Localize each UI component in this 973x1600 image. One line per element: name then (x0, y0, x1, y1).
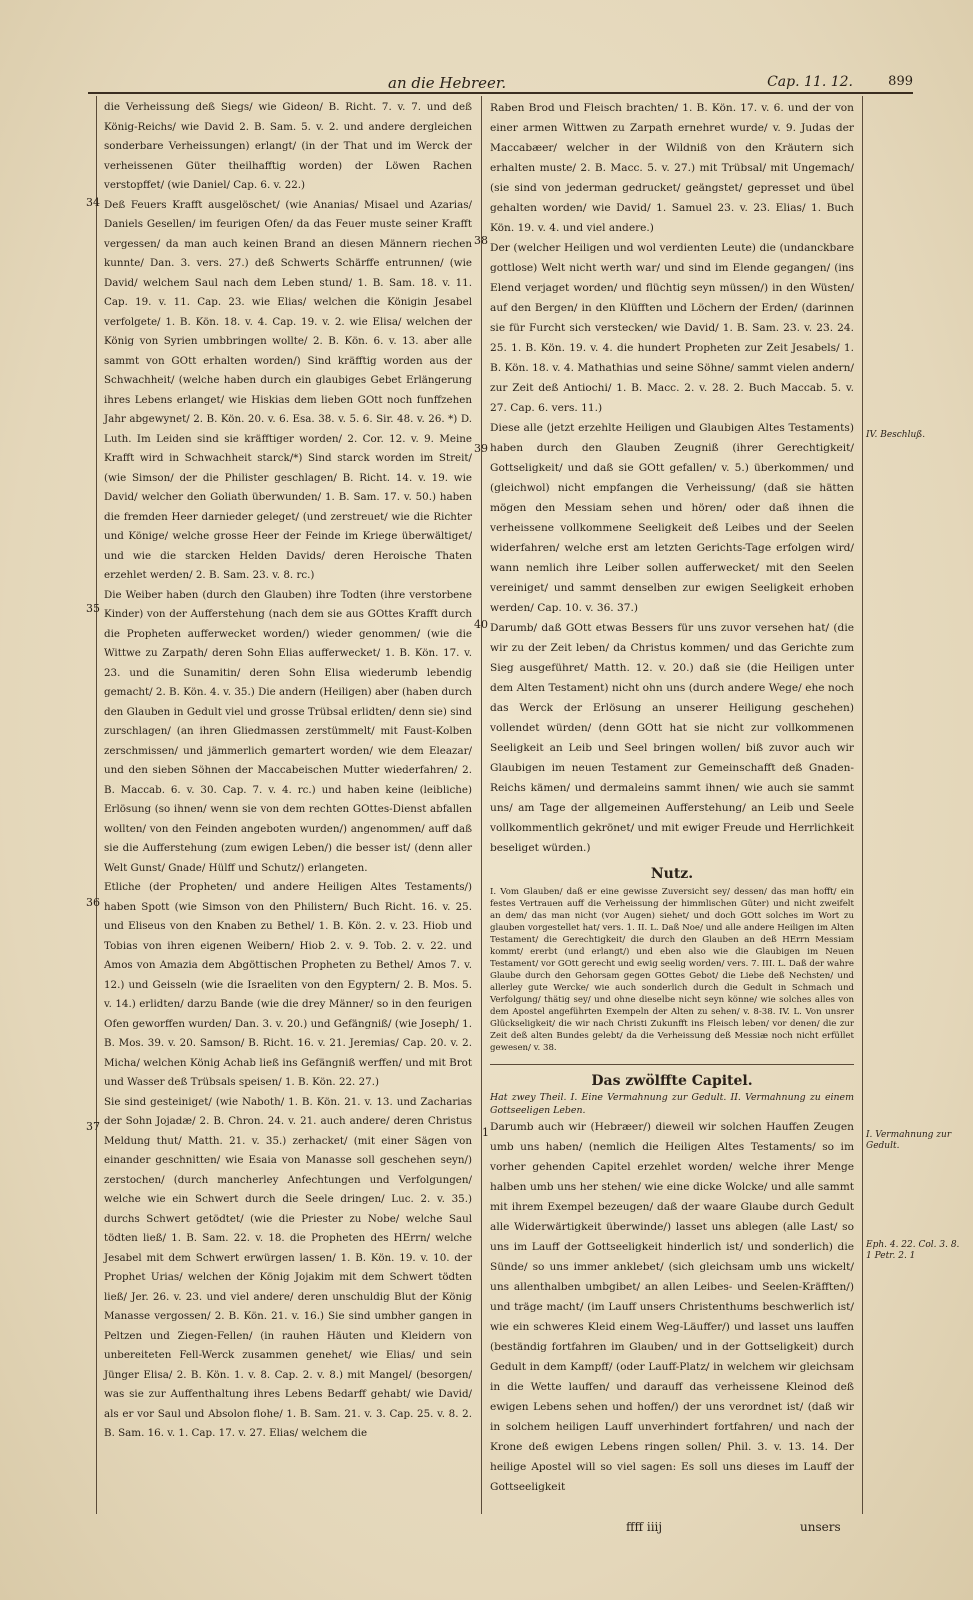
nutz-text: I. Vom Glauben/ daß er eine gewisse Zuversicht sey/ dessen/ das man hofft/ ein festes Vertrauen auff die Verheissung der himmlischen Güter) und nicht zweifelt an dem/ das man nicht (vor Augen) siehet/ und doch GOtt solches im Wort zu glauben vorgestellet hat/ vers. 1. II. L. Daß Noe/ und alle andere Heiligen im Alten Testament/ die Gerechtigkeit/ die durch den Glauben an deß HErrn Messiam kommt/ ererbt (und erlangt/) und eben also wie die Glaubigen im Neuen Testament/ vor GOtt gerecht und ewig seelig worden/ vers. 7. III. L. Daß der wahre Glaube durch den Gehorsam gegen GOttes Gebot/ die Liebe deß Nechsten/ und allerley gute Wercke/ wie auch sonderlich durch die Gedult in Schmach und Verfolgung/ thätig sey/ und ohne dieselbe nicht seyn könne/ wie solches alles von dem Apostel angeführten Exempeln der Alten zu sehen/ v. 8-38. IV. L. Von unsrer Glückseligkeit/ die wir nach Christi Zukunfft ins Fleisch leben/ vor denen/ die zur Zeit deß alten Bundes gelebt/ da die Verheissung deß Messiæ noch nicht erfüllet gewesen/ v. 38. (490, 887, 854, 1053)
page-number: 899 (888, 74, 913, 89)
margin-note-references: Eph. 4. 22. Col. 3. 8. 1 Petr. 2. 1 (866, 1240, 960, 1261)
chapter-reference: Cap. 11. 12. (767, 74, 853, 90)
right-paragraph-5: Darumb auch wir (Hebræer/) dieweil wir solchen Hauffen Zeugen umb uns haben/ (nemlich die Heiligen Altes Testaments/ so im vorher gehenden Capitel erzehlet worden/ welche ihrer Menge halben umb uns her stehen/ wie eine dicke Wolcke/ und alle sammt mit ihrem Exempel bezeugen/ daß der waare Glaube durch Gedult alle Widerwärtigkeit überwinde/) lasset uns ablegen (alle Last/ so uns im Lauff der Gottseeligkeit hinderlich ist/ und sonderlich) die Sünde/ so uns immer anklebet/ (sich gleichsam umb uns wickelt/ uns allenthalben umbgibet/ an allen Leibes- und Seelen-Kräfften/) und träge macht/ (im Lauff unsers Christenthums beschwerlich ist/ wie ein schweres Kleid einem Weg-Läuffer/) und lasset uns lauffen (beständig fortfahren im Glauben/ und in der Gottseligkeit) durch Gedult in dem Kampff/ (oder Lauff-Platz/ in welchem wir gleichsam in die Wette lauffen/ und darauff das verheissene Kleinod deß ewigen Lebens sehen und hoffen/) der uns verordnet ist/ (daß wir in solchem heiligen Lauff unverhindert fortfahren/ und nach der Krone deß ewigen Lebens ringen sollen/ Phil. 3. v. 13. 14. Der heilige Apostel will so viel sagen: Es soll uns dieses im Lauff der Gottseeligkeit (490, 1121, 854, 1493)
page-header (88, 74, 913, 94)
verse-number-37: 37 (86, 1120, 100, 1133)
margin-note-exhortation: I. Vermahnung zur Gedult. (866, 1130, 952, 1151)
left-column (104, 98, 472, 1444)
right-paragraph-3: Diese alle (jetzt erzehlte Heiligen und Glaubigen Altes Testaments) haben durch den Glauben Zeugniß (ihrer Gerechtigkeit/ Gottseligkeit/ und daß sie GOtt gefallen/ v. 5.) überkommen/ und (gleichwol) nicht empfangen die Verheissung/ (daß sie hätten mögen den Messiam sehen und hören/ oder daß ihnen die verheissene vollkommene Seeligkeit deß Leibes und der Seelen widerfahren/ welche erst am letzten Gerichts-Tage erfolgen wird/ wann nemlich ihre Leiber sollen aufferwecket/ mit den Seelen vereiniget/ und sammt denselben zur ewigen Seeligkeit erhoben werden/ Cap. 10. v. 36. 37.) (490, 422, 854, 614)
verse-number-35: 35 (86, 602, 100, 615)
left-paragraph-5: Sie sind gesteiniget/ (wie Naboth/ 1. B. Kön. 21. v. 13. und Zacharias der Sohn Jojadæ/ 2. B. Chron. 24. v. 21. auch andere/ deren Christus Meldung thut/ Matth. 21. v. 35.) zerhacket/ (mit einer Sägen von einander geschnitten/ wie Esaia von Manasse soll geschehen seyn/) zerstochen/ (durch mancherley Anfechtungen und Verfolgungen/ welche wie ein Schwert durch die Seele dringen/ Luc. 2. v. 35.) durchs Schwert getödtet/ (wie die Priester zu Nobe/ welche Saul tödten ließ/ 1. B. Sam. 22. v. 18. die Propheten des HErrn/ welche Jesabel mit dem Schwert erwürgen lassen/ 1. B. Kön. 19. v. 10. der Prophet Urias/ welchen der König Jojakim mit dem Schwert tödten ließ/ Jer. 26. v. 23. und viel andere/ deren unschuldig Blut der König Manasse vergossen/ 2. B. Kön. 21. v. 16.) Sie sind umbher gangen in Peltzen und Ziegen-Fellen/ (in rauhen Häuten und Kleidern von unbereiteten Fell-Werck zusammen genehet/ wie Elias/ und sein Jünger Elisa/ 2. B. Kön. 1. v. 8. Cap. 2. v. 8.) mit Mangel/ (besorgen/ was sie zur Auffenthaltung ihres Lebens Bedarff gehabt/ wie David/ als er vor Saul und Absolon flohe/ 1. B. Sam. 21. v. 3. Cap. 25. v. 8. 2. B. Sam. 16. v. 1. Cap. 17. v. 27. Elias/ welchem die (104, 1095, 472, 1439)
catchword: unsers (800, 1520, 841, 1534)
header-rule (88, 92, 913, 94)
right-paragraph-4: Darumb/ daß GOtt etwas Bessers für uns zuvor versehen hat/ (die wir zu der Zeit leben/ da Christus kommen/ und das Gerichte zum Sieg ausgeführet/ Matth. 12. v. 20.) daß sie (die Heiligen unter dem Alten Testament) nicht ohn uns (durch andere Wege/ ehe noch das Werck der Erlösung an unserer Heiligung geschehen) vollendet würden/ (denn GOtt hat sie nicht zur vollkommenen Seeligkeit an Leib und Seel bringen wollen/ biß zuvor auch wir Glaubigen im neuen Testament zur Gemeinschafft deß Gnaden-Reichs kämen/ und dermaleins sammt ihnen/ wie auch sie sammt uns/ am Tage der allgemeinen Aufferstehung/ an Leib und Seele vollkommentlich gekrönet/ und mit ewiger Freude und Herrlichkeit beseliget würden.) (490, 622, 854, 854)
column-rule-left (96, 96, 97, 1514)
right-column (490, 98, 854, 1497)
verse-number-36: 36 (86, 896, 100, 909)
right-paragraph-2: Der (welcher Heiligen und wol verdienten Leute) die (undanckbare gottlose) Welt nicht werth war/ und sind im Elende gegangen/ (ins Elend verjaget worden/ und flüchtig seyn müssen/) in den Wüsten/ auf den Bergen/ in den Klüfften und Löchern der Erden/ (darinnen sie für Furcht sich verstecken/ wie David/ 1. B. Sam. 23. v. 23. 24. 25. 1. B. Kön. 19. v. 4. die hundert Propheten zur Zeit Jesabels/ 1. B. Kön. 18. v. 4. Mathathias und seine Söhne/ sammt vielen andern/ zur Zeit deß Antiochi/ 1. B. Macc. 2. v. 28. 2. Buch Maccab. 5. v. 27. Cap. 6. vers. 11.) (490, 242, 854, 414)
verse-number-40: 40 (474, 618, 488, 631)
left-paragraph-3: Die Weiber haben (durch den Glauben) ihre Todten (ihre verstorbene Kinder) von der Aufferstehung (nach dem sie aus GOttes Krafft durch die Propheten aufferwecket worden/) wieder genommen/ (wie die Wittwe zu Zarpath/ deren Sohn Elias aufferwecket/ 1. B. Kön. 17. v. 23. und die Sunamitin/ deren Sohn Elisa wiederumb lebendig gemacht/ 2. B. Kön. 4. v. 35.) Die andern (Heiligen) aber (haben durch den Glauben in Gedult viel und grosse Trübsal erlidten/ denn sie) sind zurschlagen/ (an ihren Gliedmassen zerstümmelt/ mit Faust-Kolben zerschmissen/ und jämmerlich gemartert worden/ wie dem Eleazar/ und den sieben Söhnen der Maccabeischen Mutter wiederfahren/ 2. B. Maccab. 6. v. 30. Cap. 7. v. 4. rc.) und haben keine (leibliche) Erlösung (so ihnen/ wenn sie von dem rechten GOttes-Dienst abfallen wollten/ von den Feinden angeboten wurden/) angenommen/ auff daß sie die Aufferstehung (zum ewigen Leben/) die besser ist/ (denn aller Welt Gunst/ Gnade/ Hülff und Schutz/) erlangeten. (104, 588, 472, 874)
verse-number-34: 34 (86, 196, 100, 209)
chapter-summary: Hat zwey Theil. I. Eine Vermahnung zur Gedult. II. Vermahnung zu einem Gottseeligen Leben. (490, 1092, 854, 1116)
right-paragraph-1: Raben Brod und Fleisch brachten/ 1. B. Kön. 17. v. 6. und der von einer armen Wittwen zu Zarpath ernehret wurde/ v. 9. Judas der Maccabæer/ welcher in der Wildniß von den Kräutern sich erhalten muste/ 2. B. Macc. 5. v. 27.) mit Trübsal/ mit Ungemach/ (sie sind von jederman gedrucket/ geängstet/ gepresset und übel gehalten worden/ wie David/ 1. Samuel 23. v. 23. Elias/ 1. Buch Kön. 19. v. 4. und viel andere.) (490, 102, 854, 234)
verse-number-39: 39 (474, 442, 488, 455)
chapter-heading: Das zwölffte Capitel. (490, 1064, 854, 1091)
margin-note-conclusion: IV. Beschluß. (866, 430, 926, 440)
column-rule-middle (481, 96, 482, 1514)
left-paragraph-2: Deß Feuers Krafft ausgelöschet/ (wie Ananias/ Misael und Azarias/ Daniels Gesellen/ im feurigen Ofen/ da das Feuer muste seiner Krafft vergessen/ da man auch keinen Brand an diesen Männern riechen kunnte/ Dan. 3. vers. 27.) deß Schwerts Schärffe entrunnen/ (wie David/ welchem Saul nach dem Leben stund/ 1. B. Sam. 18. v. 11. Cap. 19. v. 11. Cap. 23. wie Elias/ welchen die Königin Jesabel verfolgete/ 1. B. Kön. 18. v. 4. Cap. 19. v. 2. wie Elisa/ welchen der König von Syrien umbbringen wollte/ 2. B. Kön. 6. v. 13. aber alle sammt von GOtt erhalten worden/) Sind kräfftig worden aus der Schwachheit/ (welche haben durch ein glaubiges Gebet Erlängerung ihres Lebens erlanget/ wie Hiskias dem lieben GOtt noch funffzehen Jahr abgewynet/ 2. B. Kön. 20. v. 6. Esa. 38. v. 5. 6. Sir. 48. v. 26. *) D. Luth. Im Leiden sind sie kräfftiger worden/ 2. Cor. 12. v. 9. Meine Krafft wird in Schwachheit starck/*) Sind starck worden im Streit/ (wie Simson/ der die Philister geschlagen/ B. Richt. 14. v. 19. wie David/ welcher den Goliath überwunden/ 1. B. Sam. 17. v. 50.) haben die fremden Heer darnieder geleget/ (und zerstreuet/ wie die Richter und Könige/ welche grosse Heer der Feinde im Kriege überwältiget/ und wie die starcken Helden Davids/ deren Heroische Thaten erzehlet werden/ 2. B. Sam. 23. v. 8. rc.) (104, 198, 472, 581)
verse-number-38: 38 (474, 234, 488, 247)
left-paragraph-1: die Verheissung deß Siegs/ wie Gideon/ B. Richt. 7. v. 7. und deß König-Reichs/ wie David 2. B. Sam. 5. v. 2. und andere dergleichen sonderbare Verheissungen) erlangt/ (in der That und im Werck der verheissenen Güter theilhafftig worden) der Löwen Rachen verstopffet/ (wie Daniel/ Cap. 6. v. 22.) (104, 101, 472, 191)
verse-number-1: 1 (482, 1126, 489, 1139)
printer-signature: ffff iiij (626, 1520, 663, 1534)
nutz-heading: Nutz. (650, 866, 694, 882)
running-title: an die Hebreer. (388, 74, 507, 92)
column-rule-right (862, 96, 863, 1514)
left-paragraph-4: Etliche (der Propheten/ und andere Heiligen Altes Testaments/) haben Spott (wie Simson von den Philistern/ Buch Richt. 16. v. 25. und Eliseus von den Knaben zu Bethel/ 1. B. Kön. 2. v. 23. Hiob und Tobias von ihren eigenen Weibern/ Hiob 2. v. 9. Tob. 2. v. 22. und Amos von Amazia dem Abgöttischen Propheten zu Bethel/ Amos 7. v. 12.) und Geisseln (wie die Israeliten von den Egyptern/ 2. B. Mos. 5. v. 14.) erlidten/ darzu Bande (wie die drey Männer/ so in den feurigen Ofen geworffen wurden/ Dan. 3. v. 20.) und Gefängniß/ (wie Joseph/ 1. B. Mos. 39. v. 20. Samson/ B. Richt. 16. v. 21. Jeremias/ Cap. 20. v. 2. Micha/ welchen König Achab ließ ins Gefängniß werffen/ und mit Brot und Wasser deß Trübsals speisen/ 1. B. Kön. 22. 27.) (104, 881, 472, 1088)
